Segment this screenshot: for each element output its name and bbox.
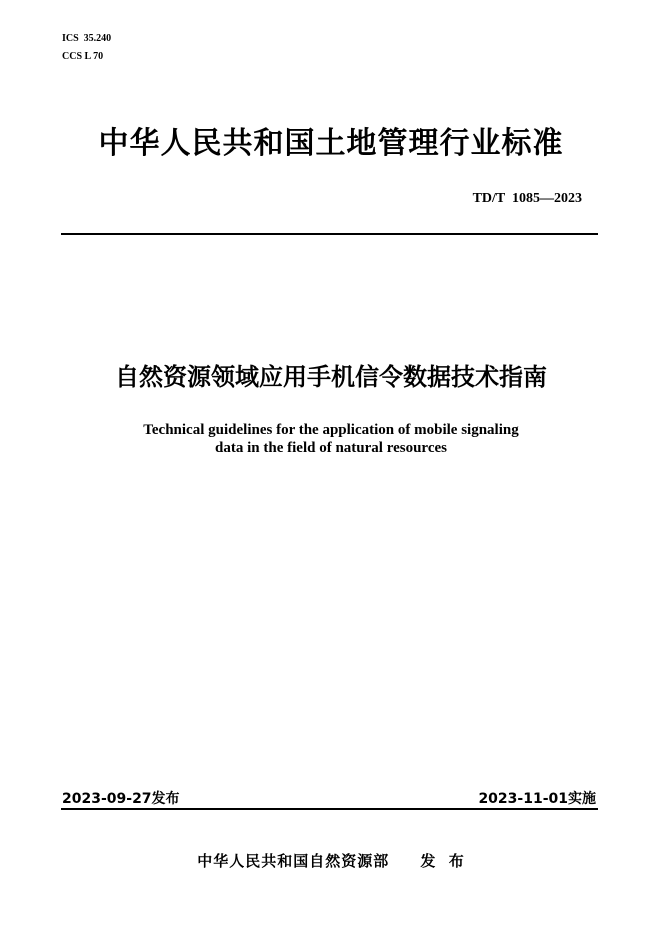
document-title-chinese: 自然资源领域应用手机信令数据技术指南 [115,363,547,391]
publish-date: 2023-09-27发布 [62,791,180,807]
document-title-english [0,421,662,457]
ccs-code: CCS L 70 [62,51,104,62]
issuing-authority: 中华人民共和国自然资源部 发 布 [197,852,465,870]
english-title-line-2: data in the field of natural resources [215,440,447,456]
standard-number: TD/T 1085—2023 [472,191,582,206]
classification-codes [62,30,111,66]
effective-date: 2023-11-01实施 [478,791,596,807]
ics-code: ICS 35.240 [62,33,112,44]
top-divider [61,233,598,235]
english-title-line-1: Technical guidelines for the application of mobile signaling [143,422,519,438]
standard-category-title: 中华人民共和国土地管理行业标准 [98,126,564,161]
bottom-divider [61,808,598,810]
